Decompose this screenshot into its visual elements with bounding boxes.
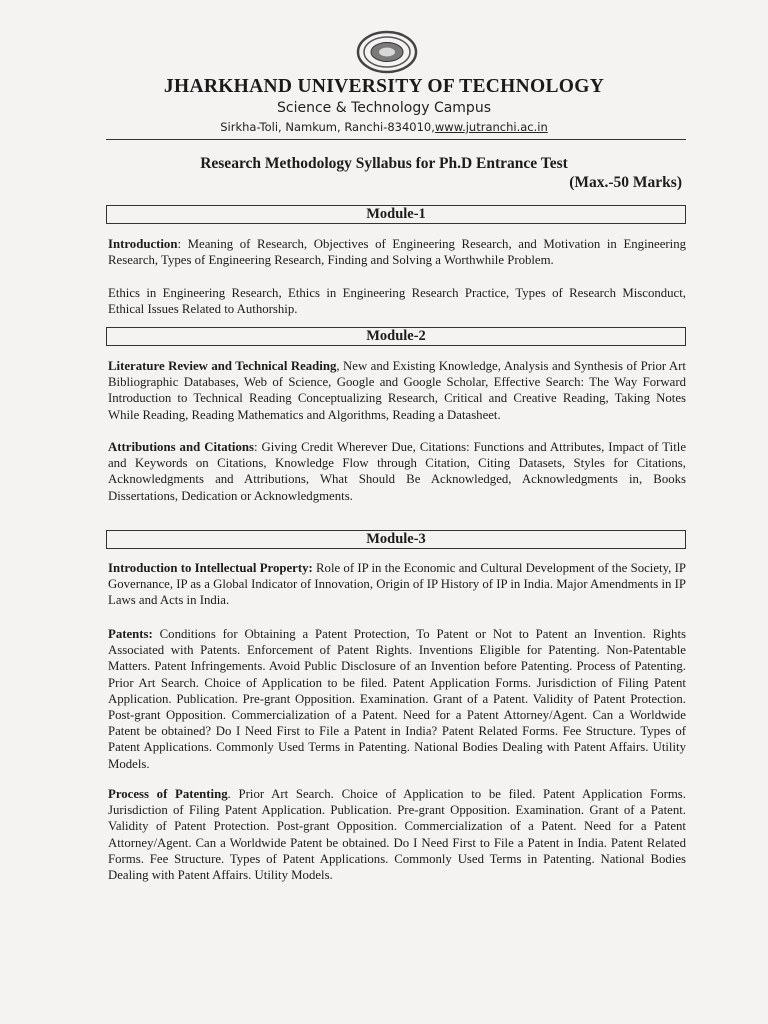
campus-name: Science & Technology Campus <box>276 100 491 116</box>
module-3-patents <box>108 626 686 772</box>
module-1-ethics-text: Ethics in Engineering Research, Ethics in Engineering Research Practice, Types of Research Misconduct, Ethical Issues Related to Authorship. <box>108 286 686 317</box>
module-3-ip-intro <box>108 560 686 609</box>
module-2-attributions-lead: Attributions and Citations <box>108 440 254 454</box>
address-line <box>0 120 768 134</box>
module-1-heading: Module-1 <box>106 205 686 224</box>
module-3-patents-text: Conditions for Obtaining a Patent Protection, To Patent or Not to Patent an Invention. Rights Associated with Patents. Enforcement of Patent Rights. Inventions Eligible for Patenting. Non-Patentable Matters. Patent Infringements. Avoid Public Disclosure of an Invention before Patenting. Process of Patenting. Prior Art Search. Choice of Application to be filed. Patent Application Forms. Jurisdiction of Filing Patent Application. Publication. Pre-grant Opposition. Examination. Grant of a Patent. Validity of Patent Protection. Post-grant Opposition. Commercialization of a Patent. Need for a Patent Attorney/Agent. Can a Worldwide Patent be obtained? Do I Need First to File a Patent in India? Patent Related Forms. Fee Structure. Types of Patent Applications. Commonly Used Terms in Patenting. National Bodies Dealing with Patent Affairs. Utility Models. <box>108 627 686 771</box>
university-seal-icon <box>356 30 418 74</box>
module-1-intro-text: : Meaning of Research, Objectives of Engineering Research, and Motivation in Engineering Research, Types of Engineering Research, Finding and Solving a Worthwhile Problem. <box>108 237 686 268</box>
module-2-literature-lead: Literature Review and Technical Reading <box>108 359 337 373</box>
document-title: Research Methodology Syllabus for Ph.D Entrance Test <box>200 155 568 172</box>
address-text: Sirkha-Toli, Namkum, Ranchi-834010, <box>220 120 435 134</box>
module-2-attributions-text: : Giving Credit Wherever Due, Citations: Functions and Attributes, Impact of Title and Keywords on Citations, Knowledge Flow through Citation, Citing Datasets, Styles for Citations, Acknowledgments and Attributions, What Should Be Acknowledged, Acknowledgments in, Books Dissertations, Dedication or Acknowledgments. <box>108 440 686 503</box>
module-2-heading: Module-2 <box>106 327 686 346</box>
module-3-process-text: . Prior Art Search. Choice of Application to be filed. Patent Application Forms. Jurisdiction of Filing Patent Application. Publication. Pre-grant Opposition. Examination. Grant of a Patent. Validity of Patent Protection. Post-grant Opposition. Commercialization of a Patent. Need for a Patent Attorney/Agent. Can a Worldwide Patent be obtained. Do I Need First to File a Patent in India. Patent Related Forms. Fee Structure. Types of Patent Applications. Commonly Used Terms in Patenting. National Bodies Dealing with Patent Affairs. Utility Models. <box>108 787 686 883</box>
module-3-process <box>108 786 686 883</box>
module-2-attributions <box>108 439 686 504</box>
module-3-ip-lead: Introduction to Intellectual Property: <box>108 561 313 575</box>
module-2-literature-text: , New and Existing Knowledge, Analysis and Synthesis of Prior Art Bibliographic Databases, Web of Science, Google and Google Scholar, Effective Search: The Way Forward Introduction to Technical Reading Conceptualizing Research, Critical and Creative Reading, Taking Notes While Reading, Reading Mathematics and Algorithms, Reading a Datasheet. <box>108 359 686 422</box>
module-3-process-lead: Process of Patenting <box>108 787 228 801</box>
module-3-ip-text: Role of IP in the Economic and Cultural Development of the Society, IP Governance, IP as a Global Indicator of Innovation, Origin of IP History of IP in India. Major Amendments in IP Laws and Acts in India. <box>108 561 686 608</box>
header-rule <box>106 139 686 140</box>
website-link[interactable]: www.jutranchi.ac.in <box>434 120 548 134</box>
module-2-literature <box>108 358 686 423</box>
module-3-patents-lead: Patents: <box>108 627 153 641</box>
university-name: JHARKHAND UNIVERSITY OF TECHNOLOGY <box>163 76 605 97</box>
module-1-intro-lead: Introduction <box>108 237 178 251</box>
max-marks: (Max.-50 Marks) <box>569 174 682 191</box>
module-3-heading: Module-3 <box>106 530 686 549</box>
module-1-introduction <box>108 236 686 268</box>
module-1-ethics <box>108 285 686 317</box>
